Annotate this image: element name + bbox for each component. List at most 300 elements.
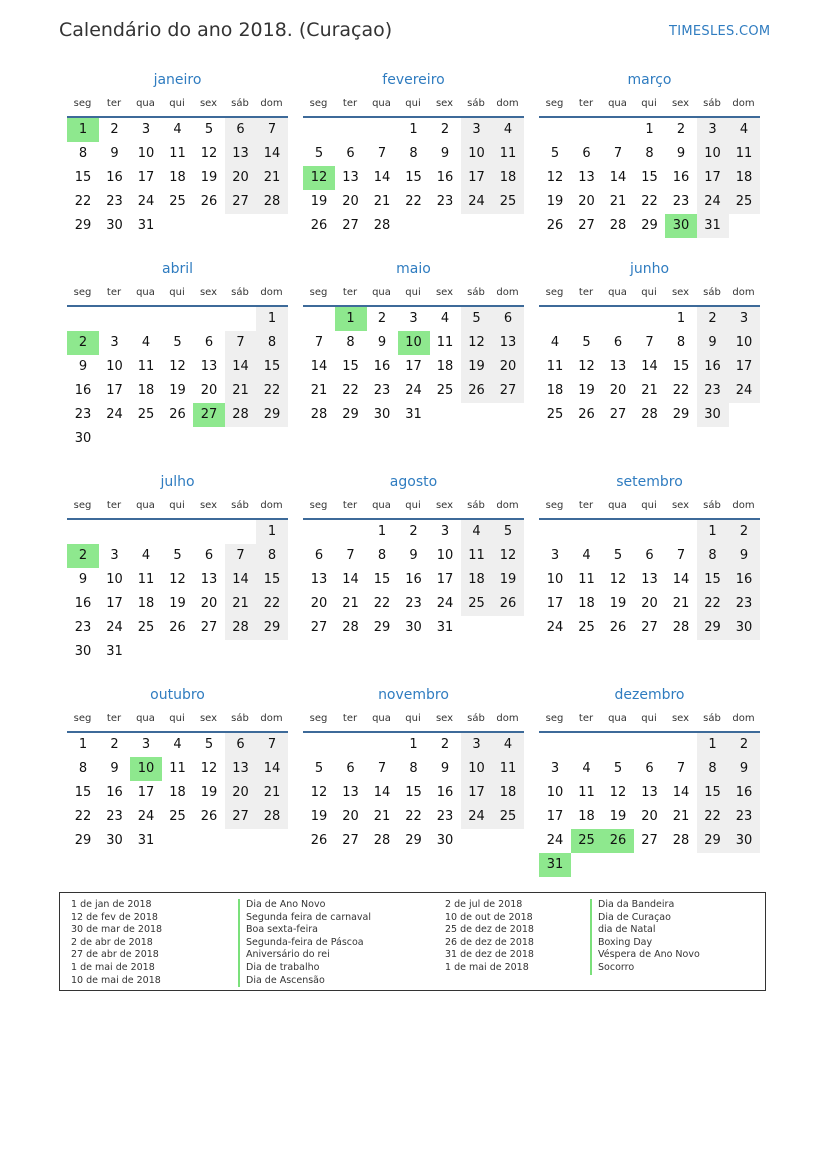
legend-holiday-date: 2 de abr de 2018 [71, 936, 153, 948]
legend-holiday-date: 2 de jul de 2018 [445, 899, 523, 910]
day-cell: 6 [645, 548, 654, 563]
day-cell: 4 [492, 733, 524, 757]
day-cell: 12 [200, 761, 218, 776]
day-cell: 17 [137, 170, 155, 185]
day-cell: 23 [106, 809, 123, 824]
day-cell: 13 [200, 572, 218, 587]
day-cell: 5 [173, 548, 182, 563]
day-cell: 7 [377, 761, 387, 776]
day-cell: 4 [728, 118, 760, 142]
day-cell: 22 [672, 383, 690, 398]
day-cell: 24 [697, 190, 729, 214]
day-cell: 15 [74, 170, 92, 185]
legend-holiday-date: 1 de mai de 2018 [71, 961, 155, 973]
day-cell: 26 [546, 218, 564, 233]
weekday-header: sex [671, 500, 690, 511]
day-cell: 9 [676, 146, 686, 161]
weekday-header: ter [342, 713, 358, 724]
day-cell: 28 [225, 616, 257, 640]
day-cell: 24 [546, 620, 564, 635]
month-outubro [67, 687, 288, 887]
day-cell: 12 [609, 785, 627, 800]
day-cell: 27 [225, 805, 257, 829]
day-cell: 18 [492, 166, 524, 190]
day-cell: 21 [641, 383, 658, 398]
day-cell: 9 [440, 146, 450, 161]
day-cell: 18 [728, 166, 760, 190]
weekday-header: dom [496, 98, 519, 109]
day-cell: 6 [613, 335, 623, 350]
holiday-day-cell: 31 [539, 853, 571, 877]
day-cell: 20 [609, 383, 627, 398]
day-cell: 20 [225, 781, 257, 805]
weekday-header: qua [372, 98, 391, 109]
weekday-header: seg [309, 98, 328, 109]
day-cell: 12 [578, 359, 595, 374]
day-cell: 17 [137, 785, 155, 800]
day-cell: 29 [697, 616, 729, 640]
day-cell: 14 [342, 572, 359, 587]
day-cell: 9 [110, 146, 119, 161]
day-cell: 23 [74, 620, 92, 635]
day-cell: 13 [342, 785, 359, 800]
day-cell: 30 [74, 644, 92, 659]
month-julho [67, 474, 288, 674]
legend-holiday-name: Dia de Ano Novo [238, 899, 371, 912]
day-cell: 24 [137, 194, 155, 209]
day-cell: 1 [697, 733, 729, 757]
day-cell: 5 [461, 307, 493, 331]
day-cell: 8 [256, 544, 288, 568]
day-cell: 7 [314, 335, 324, 350]
day-cell: 2 [728, 733, 760, 757]
day-cell: 22 [697, 592, 729, 616]
day-cell: 16 [74, 383, 92, 398]
month-name: novembro [378, 687, 449, 703]
day-cell: 11 [137, 359, 155, 374]
day-cell: 3 [550, 548, 560, 563]
weekday-header: qua [608, 98, 627, 109]
legend-holiday-name: Véspera de Ano Novo [590, 949, 700, 962]
day-cell: 21 [342, 596, 359, 611]
weekday-header: sáb [703, 713, 721, 724]
weekday-header: sáb [467, 98, 485, 109]
day-cell: 5 [582, 335, 591, 350]
day-cell: 16 [436, 785, 454, 800]
weekday-header: sex [671, 98, 690, 109]
day-cell: 29 [373, 620, 391, 635]
day-cell: 10 [106, 359, 123, 374]
weekday-header: ter [578, 287, 594, 298]
day-cell: 29 [74, 833, 92, 848]
day-cell: 21 [609, 194, 627, 209]
legend-holiday-name: Dia de Curaçao [590, 912, 700, 925]
day-cell: 16 [672, 170, 690, 185]
brand-link[interactable]: TIMESLES.COM [669, 24, 771, 39]
weekday-header: sex [435, 500, 454, 511]
day-cell: 6 [645, 761, 654, 776]
legend-dates-col-1 [71, 899, 162, 987]
day-cell: 2 [440, 737, 450, 752]
day-cell: 8 [409, 761, 418, 776]
day-cell: 23 [728, 592, 760, 616]
day-cell: 5 [613, 548, 623, 563]
weekday-header: sex [199, 98, 218, 109]
day-cell: 30 [405, 620, 422, 635]
month-janeiro [67, 72, 288, 272]
day-cell: 25 [169, 194, 186, 209]
day-cell: 21 [373, 809, 391, 824]
day-cell: 11 [492, 142, 524, 166]
day-cell: 4 [173, 122, 182, 137]
day-cell: 20 [641, 809, 658, 824]
weekday-header: qui [169, 713, 185, 724]
day-cell: 6 [314, 548, 324, 563]
weekday-header: seg [73, 500, 92, 511]
holiday-day-cell: 25 [571, 829, 603, 853]
day-cell: 28 [609, 218, 627, 233]
day-cell: 8 [697, 544, 729, 568]
day-cell: 20 [310, 596, 328, 611]
weekday-header: sex [435, 713, 454, 724]
day-cell: 24 [728, 379, 760, 403]
day-cell: 18 [492, 781, 524, 805]
holiday-day-cell: 26 [602, 829, 634, 853]
day-cell: 12 [492, 544, 524, 568]
month-março [539, 72, 760, 272]
day-cell: 12 [169, 359, 186, 374]
day-cell: 5 [314, 146, 324, 161]
day-cell: 27 [641, 620, 658, 635]
day-cell: 22 [342, 383, 359, 398]
day-cell: 9 [697, 331, 729, 355]
day-cell: 20 [200, 383, 218, 398]
legend-holiday-date: 10 de mai de 2018 [71, 974, 161, 986]
day-cell: 5 [492, 520, 524, 544]
day-cell: 18 [578, 809, 595, 824]
weekday-header: dom [260, 713, 283, 724]
day-cell: 2 [110, 737, 119, 752]
holiday-legend [59, 892, 766, 991]
day-cell: 23 [436, 809, 454, 824]
header-rule [67, 305, 288, 307]
day-cell: 17 [461, 166, 493, 190]
weekday-header: sex [199, 287, 218, 298]
day-cell: 10 [137, 146, 155, 161]
day-cell: 25 [578, 620, 595, 635]
weekday-header: dom [732, 98, 755, 109]
day-cell: 11 [436, 335, 454, 350]
weekday-header: sáb [467, 500, 485, 511]
holiday-day-cell: 10 [398, 331, 430, 355]
weekday-header: dom [732, 287, 755, 298]
day-cell: 24 [436, 596, 454, 611]
weekday-header: sex [435, 287, 454, 298]
weekday-header: ter [342, 500, 358, 511]
weekday-header: ter [578, 713, 594, 724]
weekday-header: seg [309, 500, 328, 511]
day-cell: 9 [78, 572, 88, 587]
weekday-header: dom [260, 500, 283, 511]
holiday-day-cell: 1 [335, 307, 367, 331]
legend-holiday-date: 25 de dez de 2018 [445, 924, 534, 936]
day-cell: 14 [310, 359, 328, 374]
weekday-header: sáb [703, 98, 721, 109]
legend-holiday-date: 1 de jan de 2018 [71, 899, 152, 910]
legend-holiday-name: Segunda feira de carnaval [238, 912, 371, 925]
day-cell: 30 [106, 833, 123, 848]
day-cell: 4 [440, 311, 450, 326]
day-cell: 11 [137, 572, 155, 587]
holiday-day-cell: 1 [67, 118, 99, 142]
day-cell: 21 [310, 383, 328, 398]
day-cell: 12 [169, 572, 186, 587]
day-cell: 30 [697, 403, 729, 427]
weekday-header: sáb [467, 287, 485, 298]
day-cell: 23 [697, 379, 729, 403]
day-cell: 8 [346, 335, 355, 350]
legend-holiday-date: 12 de fev de 2018 [71, 911, 158, 923]
day-cell: 15 [256, 568, 288, 592]
day-cell: 25 [546, 407, 564, 422]
weekday-header: seg [545, 287, 564, 298]
day-cell: 29 [672, 407, 690, 422]
day-cell: 9 [110, 761, 119, 776]
day-cell: 15 [373, 572, 391, 587]
day-cell: 14 [256, 757, 288, 781]
day-cell: 25 [137, 407, 155, 422]
day-cell: 8 [256, 331, 288, 355]
weekday-header: qui [169, 287, 185, 298]
day-cell: 26 [310, 218, 328, 233]
day-cell: 18 [546, 383, 564, 398]
month-name: janeiro [153, 72, 202, 88]
day-cell: 22 [697, 805, 729, 829]
weekday-header: ter [342, 98, 358, 109]
weekday-header: ter [578, 500, 594, 511]
day-cell: 17 [697, 166, 729, 190]
day-cell: 21 [373, 194, 391, 209]
day-cell: 1 [409, 122, 418, 137]
weekday-header: qua [608, 713, 627, 724]
day-cell: 16 [728, 781, 760, 805]
day-cell: 9 [728, 757, 760, 781]
day-cell: 3 [550, 761, 560, 776]
day-cell: 19 [200, 170, 218, 185]
legend-holiday-name: Boa sexta-feira [238, 924, 371, 937]
weekday-header: qui [641, 713, 657, 724]
day-cell: 4 [141, 548, 151, 563]
day-cell: 26 [461, 379, 493, 403]
day-cell: 2 [676, 122, 686, 137]
day-cell: 15 [697, 781, 729, 805]
day-cell: 7 [225, 331, 257, 355]
weekday-header: sex [199, 500, 218, 511]
day-cell: 2 [728, 520, 760, 544]
day-cell: 21 [672, 809, 690, 824]
day-cell: 8 [676, 335, 686, 350]
legend-holiday-date: 27 de abr de 2018 [71, 949, 159, 961]
day-cell: 12 [546, 170, 564, 185]
month-name: março [627, 72, 672, 88]
legend-holiday-date: 31 de dez de 2018 [445, 949, 534, 961]
day-cell: 26 [492, 592, 524, 616]
day-cell: 27 [492, 379, 524, 403]
day-cell: 16 [373, 359, 391, 374]
legend-holiday-date: 1 de mai de 2018 [445, 961, 529, 973]
day-cell: 10 [106, 572, 123, 587]
legend-holiday-name: Aniversário do rei [238, 949, 371, 962]
weekday-header: ter [106, 500, 122, 511]
day-cell: 2 [377, 311, 387, 326]
day-cell: 24 [106, 407, 123, 422]
day-cell: 19 [578, 383, 595, 398]
month-setembro [539, 474, 760, 674]
weekday-header: dom [496, 287, 519, 298]
day-cell: 13 [225, 757, 257, 781]
weekday-header: sáb [231, 98, 249, 109]
day-cell: 28 [310, 407, 328, 422]
month-name: abril [161, 261, 193, 277]
month-novembro [303, 687, 524, 887]
day-cell: 1 [645, 122, 654, 137]
day-cell: 16 [728, 568, 760, 592]
day-cell: 24 [405, 383, 422, 398]
day-cell: 6 [225, 118, 257, 142]
weekday-header: qui [405, 98, 421, 109]
day-cell: 20 [342, 809, 359, 824]
weekday-header: qua [136, 98, 155, 109]
weekday-header: qui [405, 287, 421, 298]
day-cell: 4 [550, 335, 560, 350]
day-cell: 28 [225, 403, 257, 427]
day-cell: 15 [342, 359, 359, 374]
day-cell: 22 [256, 592, 288, 616]
weekday-header: qua [136, 500, 155, 511]
day-cell: 30 [106, 218, 123, 233]
weekday-header: qui [641, 98, 657, 109]
day-cell: 15 [641, 170, 658, 185]
legend-holiday-date: 26 de dez de 2018 [445, 936, 534, 948]
day-cell: 11 [546, 359, 564, 374]
day-cell: 28 [672, 620, 690, 635]
day-cell: 13 [225, 142, 257, 166]
day-cell: 19 [310, 809, 328, 824]
day-cell: 19 [200, 785, 218, 800]
day-cell: 31 [137, 833, 155, 848]
day-cell: 23 [74, 407, 92, 422]
day-cell: 25 [728, 190, 760, 214]
weekday-header: qua [608, 500, 627, 511]
day-cell: 18 [169, 170, 186, 185]
day-cell: 18 [578, 596, 595, 611]
day-cell: 26 [310, 833, 328, 848]
day-cell: 1 [409, 737, 418, 752]
day-cell: 26 [169, 620, 186, 635]
day-cell: 4 [461, 520, 493, 544]
day-cell: 2 [440, 122, 450, 137]
day-cell: 27 [641, 833, 658, 848]
weekday-header: qui [641, 500, 657, 511]
legend-names-col-1 [238, 899, 371, 987]
legend-holiday-name: Segunda-feira de Páscoa [238, 937, 371, 950]
weekday-header: qua [372, 287, 391, 298]
day-cell: 28 [342, 620, 359, 635]
weekday-header: qua [608, 287, 627, 298]
day-cell: 21 [225, 592, 257, 616]
holiday-day-cell: 2 [67, 544, 99, 568]
month-name: outubro [150, 687, 205, 703]
day-cell: 26 [200, 809, 218, 824]
day-cell: 1 [377, 524, 387, 539]
day-cell: 28 [641, 407, 658, 422]
day-cell: 6 [492, 307, 524, 331]
day-cell: 11 [492, 757, 524, 781]
holiday-day-cell: 10 [130, 757, 162, 781]
day-cell: 12 [609, 572, 627, 587]
day-cell: 24 [546, 833, 564, 848]
weekday-header: qua [372, 713, 391, 724]
day-cell: 19 [609, 809, 627, 824]
weekday-header: ter [106, 713, 122, 724]
weekday-header: dom [260, 98, 283, 109]
day-cell: 23 [405, 596, 422, 611]
day-cell: 31 [405, 407, 422, 422]
day-cell: 18 [436, 359, 454, 374]
weekday-header: seg [73, 287, 92, 298]
day-cell: 22 [74, 809, 92, 824]
day-cell: 18 [137, 596, 155, 611]
day-cell: 11 [461, 544, 493, 568]
day-cell: 15 [697, 568, 729, 592]
day-cell: 31 [106, 644, 123, 659]
day-cell: 12 [310, 785, 328, 800]
day-cell: 14 [225, 568, 257, 592]
day-cell: 4 [582, 548, 591, 563]
day-cell: 17 [546, 596, 564, 611]
day-cell: 4 [582, 761, 591, 776]
day-cell: 1 [256, 307, 288, 331]
weekday-header: dom [732, 500, 755, 511]
day-cell: 3 [110, 335, 119, 350]
day-cell: 29 [641, 218, 658, 233]
day-cell: 11 [578, 785, 595, 800]
day-cell: 29 [256, 403, 288, 427]
day-cell: 31 [436, 620, 454, 635]
day-cell: 4 [141, 335, 151, 350]
day-cell: 28 [256, 805, 288, 829]
day-cell: 15 [405, 170, 422, 185]
day-cell: 7 [256, 118, 288, 142]
day-cell: 22 [373, 596, 391, 611]
day-cell: 19 [310, 194, 328, 209]
weekday-header: dom [732, 713, 755, 724]
day-cell: 16 [74, 596, 92, 611]
weekday-header: qui [405, 713, 421, 724]
weekday-header: sex [199, 713, 218, 724]
day-cell: 30 [74, 431, 92, 446]
weekday-header: sáb [231, 713, 249, 724]
day-cell: 13 [310, 572, 328, 587]
weekday-header: dom [496, 500, 519, 511]
day-cell: 21 [256, 166, 288, 190]
day-cell: 27 [342, 218, 359, 233]
day-cell: 25 [492, 190, 524, 214]
weekday-header: sex [671, 287, 690, 298]
month-agosto [303, 474, 524, 674]
day-cell: 28 [672, 833, 690, 848]
legend-holiday-name: Dia da Bandeira [590, 899, 700, 912]
